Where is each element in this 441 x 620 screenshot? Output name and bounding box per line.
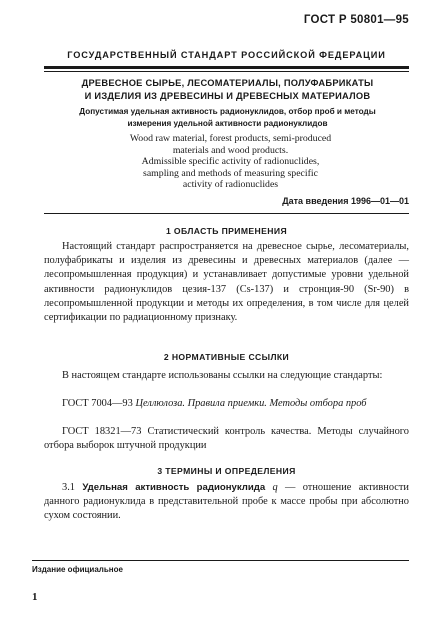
section-2-ref-2	[44, 425, 409, 453]
standard-name: ГОСУДАРСТВЕННЫЙ СТАНДАРТ РОССИЙСКОЙ ФЕДЕРАЦИИ	[67, 50, 386, 60]
section-2-ref-1	[44, 397, 409, 411]
edition-note: Издание официальное	[32, 565, 123, 574]
subtitle-line-2: измерения удельной активности радионуклидов	[127, 119, 328, 128]
title-line-2: И ИЗДЕЛИЯ ИЗ ДРЕВЕСИНЫ И ДРЕВЕСНЫХ МАТЕРИАЛОВ	[84, 91, 371, 101]
ref-1-text: Целлюлоза. Правила приемки. Методы отбора проб	[135, 398, 367, 409]
page-number: 1	[32, 591, 38, 603]
definition-term: Удельная активность радионуклида	[82, 482, 266, 493]
definition-symbol: q	[272, 482, 278, 493]
introduction-date-value: 1996—01—01	[350, 196, 409, 206]
subtitle-line-1: Допустимая удельная активность радионуклидов, отбор проб и методы	[79, 107, 376, 116]
date-rule	[44, 213, 409, 214]
section-2-heading: 2 НОРМАТИВНЫЕ ССЫЛКИ	[163, 352, 290, 362]
english-title-line-5: activity of radionuclides	[182, 179, 279, 190]
document-subtitle	[50, 106, 405, 130]
introduction-date	[282, 196, 409, 207]
english-title-line-2: materials and wood products.	[172, 144, 289, 156]
header-rule-thin	[44, 71, 409, 72]
section-2-intro: В настоящем стандарте использованы ссылки на следующие стандарты:	[62, 370, 383, 381]
section-1-text: Настоящий стандарт распространяется на древесное сырье, лесоматериалы, полуфабрикаты и изделия из древесины и древесных материалов (далее — лесопромышленная продукция) и устанавливает допустимые уровни удельной активности радионуклидов цезия-137 (Cs-137) и стронция-90 (Sr-90) в лесопромышленной продукции и методы их определения, в том числе для целей сертификации по радиационному признаку.	[44, 241, 409, 324]
standard-code: ГОСТ Р 50801—95	[303, 14, 409, 26]
footer-rule	[32, 560, 409, 561]
section-1-heading: 1 ОБЛАСТЬ ПРИМЕНЕНИЯ	[165, 226, 288, 236]
introduction-date-label: Дата введения	[282, 196, 349, 206]
definition-number: 3.1	[62, 482, 75, 493]
ref-2-code: ГОСТ 18321—73	[62, 426, 142, 437]
title-line-1: ДРЕВЕСНОЕ СЫРЬЕ, ЛЕСОМАТЕРИАЛЫ, ПОЛУФАБРИКАТЫ	[81, 78, 374, 88]
section-3-heading: 3 ТЕРМИНЫ И ОПРЕДЕЛЕНИЯ	[157, 466, 296, 476]
ref-1-code: ГОСТ 7004—93	[62, 398, 133, 409]
header-rule-thick	[44, 66, 409, 69]
english-title-line-4: sampling and methods of measuring specific	[143, 167, 318, 179]
english-title-line-3: Admissible specific activity of radionuclides,	[141, 156, 320, 167]
english-title	[60, 133, 401, 191]
english-title-line-1: Wood raw material, forest products, semi-produced	[129, 133, 332, 144]
ref-2-text: Статистический контроль качества. Методы случайного отбора выборок штучной продукции	[44, 426, 409, 452]
section-3-definition	[44, 481, 409, 524]
definition-text: — отношение активности данного радионуклида в представительной пробе к массе пробы при абсолютно сухом состоянии.	[44, 482, 409, 522]
document-title	[50, 77, 405, 103]
